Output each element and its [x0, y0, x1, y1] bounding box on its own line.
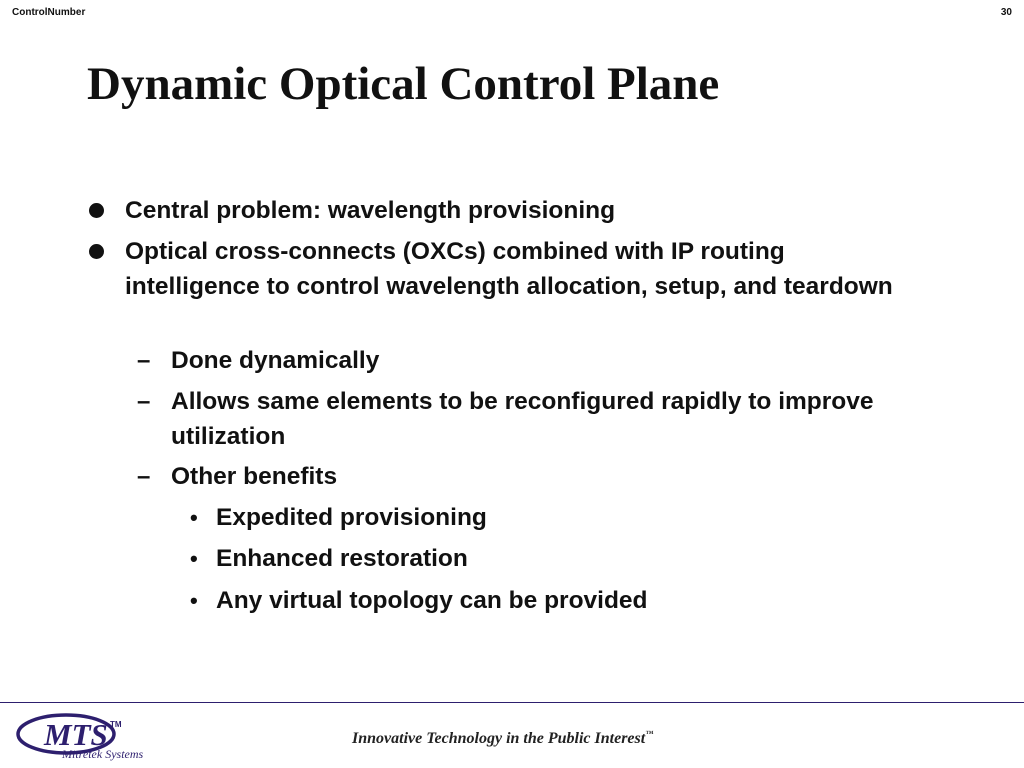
logo-company: Mitretek Systems [62, 747, 144, 761]
dash-icon: – [137, 463, 151, 490]
slide-title: Dynamic Optical Control Plane [87, 58, 720, 110]
tagline-text: Innovative Technology in the Public Interest [352, 730, 646, 747]
tagline-trademark: ™ [645, 729, 654, 738]
small-bullet-icon: • [190, 588, 198, 613]
small-bullet-icon: • [190, 546, 198, 571]
sub-sub-bullet-text: Enhanced restoration [216, 545, 468, 572]
bullet-text: Optical cross-connects (OXCs) combined with IP routing intelligence to control wavelength allocation, setup, and teardown [125, 238, 893, 300]
dash-icon: – [137, 347, 151, 374]
bullet-item [125, 234, 915, 304]
bullet-text: Central problem: wavelength provisioning [125, 197, 616, 224]
footer-divider [0, 702, 1024, 703]
sub-bullet-text: Done dynamically [171, 347, 380, 374]
sub-sub-bullet-text: Expedited provisioning [216, 504, 487, 531]
sub-sub-bullet-item [190, 500, 916, 535]
sub-sub-bullet-item [190, 541, 916, 576]
bullet-item [125, 193, 925, 228]
logo-tm: TM [110, 720, 122, 729]
sub-bullet-text: Allows same elements to be reconfigured rapidly to improve utilization [171, 388, 874, 450]
page-number: 30 [1000, 7, 1012, 18]
footer-tagline [352, 730, 653, 748]
small-bullet-icon: • [190, 505, 198, 530]
mts-logo [14, 709, 164, 764]
bullet-dot-icon [89, 244, 104, 259]
dash-icon: – [137, 388, 151, 415]
sub-bullet-item [137, 459, 911, 494]
header-control-number: ControlNumber [12, 7, 86, 18]
sub-bullet-item [137, 384, 891, 454]
logo-mark: MTS [44, 717, 108, 752]
sub-bullet-item [137, 343, 911, 378]
sub-sub-bullet-item [190, 583, 916, 618]
sub-sub-bullet-text: Any virtual topology can be provided [216, 587, 648, 614]
sub-bullet-text: Other benefits [171, 463, 338, 490]
bullet-dot-icon [89, 203, 104, 218]
